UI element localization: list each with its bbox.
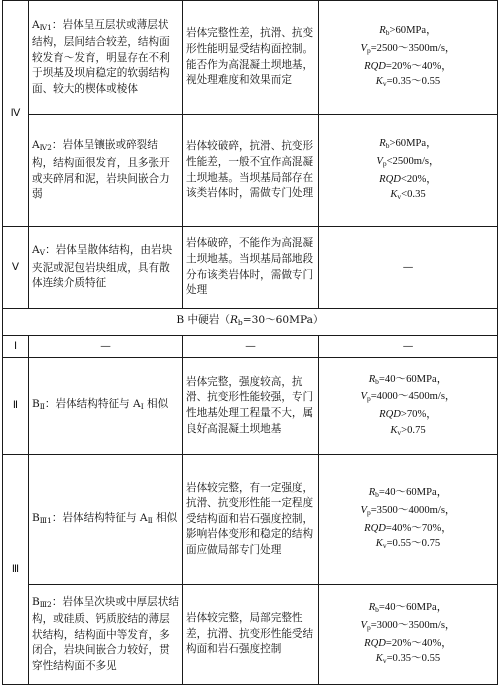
- index-cell: [319, 358, 498, 455]
- table-row-ii: [3, 358, 498, 455]
- description-cell: $A_{Ⅳ2}$：岩体呈镶嵌或碎裂结构，结构面很发育，且多张开或夹碎屑和泥，岩块间嵌合力弱: [29, 115, 183, 227]
- description-cell: —: [29, 336, 183, 358]
- class-code: $A_{Ⅳ1}$: [32, 18, 52, 32]
- class-code: $A_Ⅴ$: [32, 244, 46, 258]
- section-header-row: [3, 309, 498, 336]
- class-code: $A_{Ⅳ2}$: [32, 139, 52, 153]
- index-cell: [319, 585, 498, 685]
- evaluation-cell: 岩体较破碎，抗滑、抗变形性能差，一般不宜作高混凝土坝地基。当坝基局部存在该类岩体时，需做专门处理: [183, 115, 319, 227]
- index-line: $K_v=0.55\sim 0.75$: [375, 538, 441, 551]
- class-code: $B_{Ⅲ1}$: [32, 511, 52, 525]
- class-code: $B_Ⅱ$: [32, 398, 45, 412]
- evaluation-cell: 岩体完整性差，抗滑、抗变形性能明显受结构面控制。能否作为高混凝土坝地基，视处理难度和效果而定: [183, 1, 319, 115]
- evaluation-cell: 岩体较完整，有一定强度，抗滑、抗变形性能一定程度受结构面和岩石强度控制，影响岩体变形和稳定的结构面应做局部专门处理: [183, 455, 319, 585]
- level-cell-iv: Ⅳ: [3, 1, 29, 227]
- index-line: $K_v=0.35\sim 0.55$: [375, 76, 441, 89]
- index-line: $K_v>0.75$: [390, 424, 426, 437]
- level-cell-i: Ⅰ: [3, 336, 29, 358]
- index-line: RQD=20%～40%，: [364, 637, 452, 649]
- index-line: $K_v=0.35\sim 0.55$: [375, 653, 441, 666]
- index-line: $R_b=40\sim 60MPa$，: [368, 602, 448, 615]
- description-cell: $B_{Ⅲ2}$：岩体呈次块或中厚层状结构，或硅质、钙质胶结的薄层状结构，结构面中等发育，多闭合，岩块间嵌合力较好，贯穿性结构面不多见: [29, 585, 183, 685]
- index-cell: —: [319, 336, 498, 358]
- description-cell: $B_Ⅱ$：岩体结构特征与 $A_Ⅰ$ 相似: [29, 358, 183, 455]
- index-line: $V_p=4000\sim 4500m/s$，: [360, 391, 456, 404]
- index-line: $V_p<2500m/s$，: [376, 155, 440, 168]
- index-line: RQD>70%，: [379, 409, 437, 420]
- index-line: $K_v<0.35$: [390, 189, 426, 202]
- table-row-v: [3, 227, 498, 309]
- evaluation-cell: —: [183, 336, 319, 358]
- table-row-iv2: [3, 115, 498, 227]
- description-cell: $A_{Ⅳ1}$：岩体呈互层状或薄层状结构，层间结合较差，结构面较发育～发育，明显存在不利于坝基及坝肩稳定的软弱结构面、较大的楔体或棱体: [29, 1, 183, 115]
- index-line: RQD=40%～70%，: [364, 522, 452, 534]
- index-cell: [319, 1, 498, 115]
- level-cell-v: Ⅴ: [3, 227, 29, 309]
- table-row-iii2: [3, 585, 498, 685]
- table-row-i: [3, 336, 498, 358]
- level-cell-ii: Ⅱ: [3, 358, 29, 455]
- index-line: $R_b=40\sim 60MPa$，: [368, 487, 448, 500]
- level-cell-iii: Ⅲ: [3, 455, 29, 685]
- index-line: RQD=20%～40%，: [364, 60, 452, 72]
- index-line: $V_p=3500\sim 4000m/s$，: [360, 504, 456, 517]
- index-line: $R_b>60MPa$，: [379, 138, 437, 151]
- index-line: RQD<20%，: [379, 173, 437, 185]
- evaluation-cell: 岩体较完整，局部完整性差，抗滑、抗变形性能受结构面和岩石强度控制: [183, 585, 319, 685]
- index-line: $V_p=3000\sim 3500m/s$，: [360, 619, 456, 632]
- index-cell: —: [319, 227, 498, 309]
- table-row-iii1: [3, 455, 498, 585]
- evaluation-cell: 岩体破碎，不能作为高混凝土坝地基。当坝基局部地段分布该类岩体时，需做专门处理: [183, 227, 319, 309]
- index-line: $V_p=2500\sim 3500m/s$，: [360, 42, 456, 55]
- class-code: $B_{Ⅲ2}$: [32, 595, 52, 609]
- index-cell: [319, 455, 498, 585]
- evaluation-cell: 岩体完整，强度较高，抗滑、抗变形性能较强，专门性地基处理工程量不大，属良好高混凝土坝地基: [183, 358, 319, 455]
- description-cell: $A_Ⅴ$：岩体呈散体结构，由岩块夹泥或泥包岩块组成，具有散体连续介质特征: [29, 227, 183, 309]
- rock-classification-table: [2, 0, 498, 685]
- index-line: $R_b=40\sim 60MPa$，: [368, 373, 448, 386]
- index-cell: [319, 115, 498, 227]
- index-line: $R_b>60MPa$，: [379, 25, 437, 38]
- table-row-iv1: [3, 1, 498, 115]
- section-title-b: B 中硬岩$(R_b=30\sim 60MPa)$: [3, 309, 498, 336]
- description-cell: $B_{Ⅲ1}$：岩体结构特征与 $A_Ⅱ$ 相似: [29, 455, 183, 585]
